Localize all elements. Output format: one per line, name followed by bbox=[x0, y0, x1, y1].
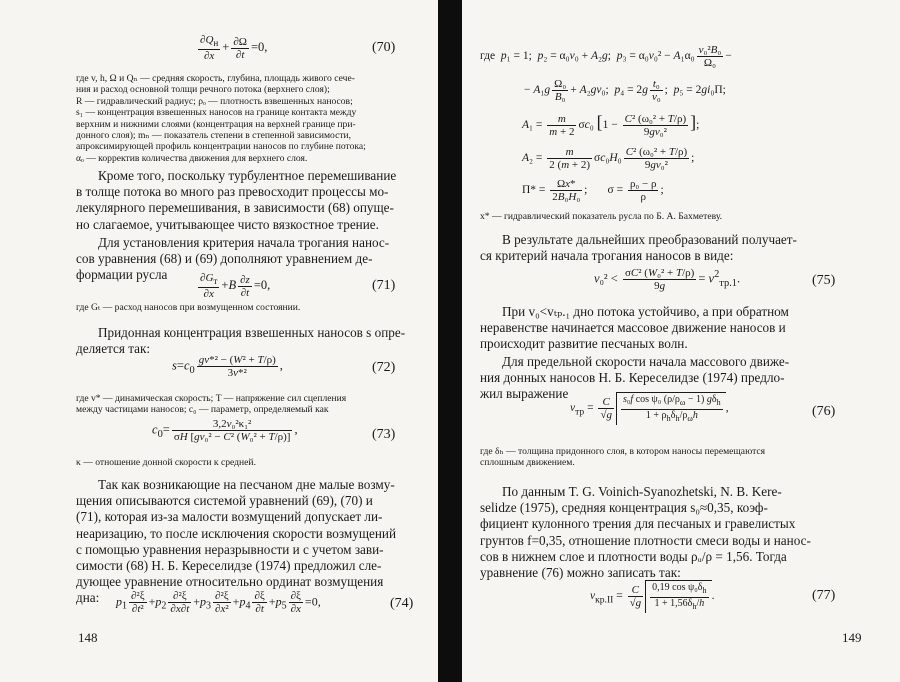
text-line: s₁ — концентрация взвешенных наносов на границе контакта между bbox=[76, 107, 357, 119]
text-line: По данным T. G. Voinich-Syanozhetski, N. B. Kere- bbox=[502, 484, 782, 499]
text-line: донного слоя); mₙ — показатель степени в степенной зависимости, bbox=[76, 130, 352, 142]
equation-77-number: (77) bbox=[812, 588, 836, 603]
text-line: дна: bbox=[76, 590, 100, 606]
text-line: сов уравнения (68) и (69) дополняют уравнением де- bbox=[76, 251, 373, 267]
text-line: деляется так: bbox=[76, 341, 151, 357]
paragraph-5 bbox=[480, 232, 836, 264]
text-line: лекулярного перемешивания, в зависимости (68) опуще- bbox=[76, 200, 394, 216]
equation-75-number: (75) bbox=[812, 273, 836, 288]
equation-71-number: (71) bbox=[372, 278, 396, 293]
p-coefficients-line-1: где p₁ = 1; p₂ = α₀v₀ + A₂g; p₃ = α₀v₀² − A₁α₀ $\frac{\text{v₀²B₀}}{\text{Ω₀}}$ − bbox=[480, 44, 732, 69]
text-line: В результате дальнейших преобразований получает- bbox=[502, 232, 797, 247]
equation-Pi-sigma: Π* = $\frac{\Omega x*}{\text{2B₀H₀}}$ ; σ = $\frac{\text{ρ₀ − ρ}}{\rho}$ ; bbox=[522, 178, 664, 203]
text-line: сплошным движением. bbox=[480, 457, 575, 469]
left-page bbox=[0, 0, 438, 682]
text-line: Так как возникающие на песчаном дне малые возму- bbox=[98, 477, 395, 492]
definition-x: x* — гидравлический показатель русла по Б. А. Бахметеву. bbox=[480, 211, 723, 222]
p-coefficients-line-2: − A₁g $\frac{\text{Ω₀}}{\text{B₀}}$ + A₂gv₀; p₄ = 2g $\frac{\text{t₀}}{\text{v₀}}$ ; p₅ = 2gi₀Π; bbox=[524, 78, 726, 103]
text-line: неаризацию, то после исключения скорости возмущений bbox=[76, 525, 396, 541]
text-line: между частицами наносов; c₀ — параметр, определяемый как bbox=[76, 404, 329, 416]
text-line: где v* — динамическая скорость; T — напряжение сил сцепления bbox=[76, 393, 347, 404]
equation-A1: A₁ = $\frac{m}{m + 2}$ σc₀ [1 − $\frac{\text{C² (ω₀² + T/ρ)}}{\text{9gv₀²}}$ ]; bbox=[522, 112, 700, 138]
right-page bbox=[462, 0, 900, 682]
definitions-70 bbox=[76, 73, 426, 164]
paragraph-4 bbox=[76, 477, 428, 607]
definitions-72 bbox=[76, 393, 426, 416]
text-line: где v, h, Ω и Qₙ — средняя скорость, глубина, площадь живого сече- bbox=[76, 73, 355, 84]
definitions-76 bbox=[480, 446, 840, 469]
definition-71: где Gₜ — расход наносов при возмущенном состоянии. bbox=[76, 302, 301, 313]
text-line: с помощью уравнения неразрывности и с учетом зави- bbox=[76, 541, 384, 557]
text-line: верхним и нижними слоями (концентрация на верхней границе при- bbox=[76, 118, 356, 130]
paragraph-3 bbox=[76, 325, 428, 357]
text-line: где δₕ — толщина придонного слоя, в котором наносы перемещаются bbox=[480, 446, 766, 457]
text-line: уравнение (76) можно записать так: bbox=[480, 565, 681, 581]
paragraph-1 bbox=[76, 168, 428, 233]
page-number-left: 148 bbox=[78, 630, 98, 645]
text-line: selidze (1975), средняя концентрация s₀≈0,35, коэф- bbox=[480, 500, 768, 516]
equation-72: $s=c_0$ $\frac{\text{gv*² − (W² + T/ρ)}}{\text{3v*²}}$ , bbox=[172, 354, 283, 379]
equation-71: $\frac{\partial G_т}{\partial x}$ +B $\frac{\partial z}{\partial t}$ =0, bbox=[200, 272, 271, 301]
equation-70-number: (70) bbox=[372, 40, 396, 55]
paragraph-8 bbox=[480, 484, 836, 581]
text-line: щения описываются системой уравнений (69), (70) и bbox=[76, 493, 373, 509]
text-line: формации русла bbox=[76, 267, 168, 283]
text-line: апроксимирующей профиль концентрации наносов по глубине потока; bbox=[76, 141, 366, 153]
text-line: Для установления критерия начала трогания нанос- bbox=[98, 235, 390, 250]
paragraph-6 bbox=[480, 304, 836, 353]
definition-73: κ — отношение донной скорости к средней. bbox=[76, 457, 256, 468]
text-line: симости (68) Н. Б. Кереселидзе (1974) предложил сле- bbox=[76, 558, 382, 574]
text-line: но слагаемое, учитывающее чисто вязкостное трение. bbox=[76, 216, 379, 232]
equation-70: $\frac{\partial Q_н}{\partial x}$ + $\frac{\partial\Omega}{\partial t}$ =0, bbox=[200, 34, 268, 63]
text-line: неравенстве начинается массовое движение наносов и bbox=[480, 320, 786, 336]
text-line: αₒ — корректив количества движения для верхнего слоя. bbox=[76, 152, 308, 164]
text-line: ния и расход основной толщи речного потока (верхнего слоя); bbox=[76, 84, 330, 96]
page-number-right: 149 bbox=[842, 630, 862, 645]
equation-74-number: (74) bbox=[390, 596, 414, 611]
text-line: Придонная концентрация взвешенных наносов s опре- bbox=[98, 325, 406, 340]
text-line: происходит развитие песчаных волн. bbox=[480, 336, 688, 352]
equation-75: v₀² < $\frac{\text{σC² (W₀² + T/ρ)}}{9g}$ = $v^2_{тр.1}$. bbox=[594, 267, 741, 292]
equation-76-number: (76) bbox=[812, 404, 836, 419]
book-gutter bbox=[438, 0, 462, 682]
equation-73: $c_0=$ $\frac{\text{3,2v₀²κ₁²}}{\text{σH [gv₀² − C² (W₀² + T/ρ)]}}$ , bbox=[152, 418, 298, 443]
text-line: грунтов f=0,35, отношение плотности смеси воды и нанос- bbox=[480, 532, 811, 548]
text-line: фициент кулонного трения для песчаных и гравелистых bbox=[480, 516, 796, 532]
text-line: При v₀<vₜₚ.₁ дно потока устойчиво, а при обратном bbox=[502, 304, 789, 319]
equation-72-number: (72) bbox=[372, 360, 396, 375]
text-line: ся критерий начала трогания наносов в виде: bbox=[480, 248, 734, 264]
text-line: дующее уравнение относительно ординат возмущения bbox=[76, 574, 384, 590]
equation-A2: A₂ = $\frac{m}{2 (m + 2)}$ σc₀H₀ $\frac{\text{C² (ω₀² + T/ρ)}}{\text{9gv₀²}}$ ; bbox=[522, 146, 695, 171]
equation-76: $v_{тр}$ = $\frac{C}{√g}$ $\frac{s_0f \cos \psi_0 (\rho/\rho_\omega - 1) g\delta_h}{1 + \rho_h\delta_h/\rho_\omega h}$ , bbox=[570, 394, 729, 423]
text-line: Кроме того, поскольку турбулентное перемешивание bbox=[98, 168, 397, 183]
equation-74: $p_1$ $\frac{\text{∂²ξ}}{\text{∂t²}}$ $+p_2$ $\frac{\text{∂²ξ}}{\partial x\partial t}$ $+p_3$ $\frac{\text{∂²ξ}}{\text{∂x²}}$ $+p_4$ $\frac{\partial\xi}{\partial t}$ $+p_5$ $\frac{\partial\xi}{\partial x}$ =0, bbox=[116, 590, 321, 615]
equation-73-number: (73) bbox=[372, 427, 396, 442]
text-line: ния донных наносов Н. Б. Кереселидзе (1974) предло- bbox=[480, 370, 785, 386]
text-line: в толще потока во много раз превосходит процессы мо- bbox=[76, 184, 389, 200]
text-line: R — гидравлический радиус; ρₒ — плотность взвешенных наносов; bbox=[76, 95, 353, 107]
text-line: жил выражение bbox=[480, 386, 569, 402]
text-line: сов в нижнем слое и плотности воды ρᵤ/ρ = 1,56. Тогда bbox=[480, 548, 787, 564]
text-line: Для предельной скорости начала массового движе- bbox=[502, 354, 790, 369]
equation-77: $v_{кр.II}$ = $\frac{C}{√g}$ $\frac{0,19 \cos \psi_0\delta_h}{1 + 1,56\delta_h/h}$ . bbox=[590, 582, 715, 611]
text-line: (71), которая из-за малости возмущений допускает ли- bbox=[76, 509, 383, 525]
